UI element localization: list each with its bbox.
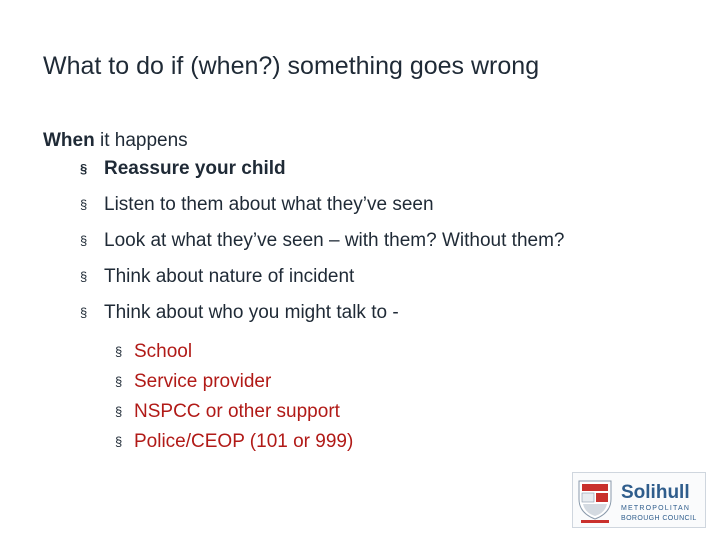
- council-crest-icon: [573, 473, 705, 527]
- bullet-list: [43, 157, 564, 325]
- sub-bullet-list: [43, 337, 564, 457]
- logo-name: Solihull: [621, 482, 690, 503]
- sub-bullet-text: NSPCC or other support: [134, 401, 340, 422]
- bullet-icon: §: [80, 233, 88, 248]
- bullet-icon: §: [115, 344, 123, 359]
- sub-list-item: [43, 367, 564, 397]
- bullet-icon: §: [115, 434, 123, 449]
- lead-line: [43, 130, 564, 152]
- sub-bullet-text: School: [134, 341, 193, 362]
- bullet-text: Listen to them about what they’ve seen: [104, 194, 434, 215]
- bullet-text: Look at what they’ve seen – with them? Without them?: [104, 230, 565, 251]
- slide-title: What to do if (when?) something goes wrong: [43, 52, 540, 80]
- logo-line2: BOROUGH COUNCIL: [621, 515, 697, 522]
- slide-body: [43, 130, 564, 457]
- list-item: [43, 265, 564, 289]
- bullet-icon: §: [80, 305, 88, 320]
- bullet-text: Think about who you might talk to -: [104, 302, 399, 323]
- bullet-icon: §: [115, 374, 123, 389]
- bullet-icon: §: [80, 197, 88, 212]
- bullet-icon: §: [80, 269, 88, 284]
- sub-list-item: [43, 397, 564, 427]
- list-item: [43, 229, 564, 253]
- council-logo: [572, 472, 706, 528]
- sub-bullet-text: Police/CEOP (101 or 999): [134, 431, 354, 452]
- bullet-icon: §: [80, 161, 88, 176]
- bullet-icon: §: [115, 404, 123, 419]
- sub-list-item: [43, 427, 564, 457]
- list-item: [43, 193, 564, 217]
- bullet-text: Reassure your child: [104, 158, 286, 179]
- bullet-text: Think about nature of incident: [104, 266, 355, 287]
- list-item: [43, 157, 564, 181]
- lead-rest: it happens: [94, 130, 188, 151]
- logo-line1: METROPOLITAN: [621, 505, 691, 512]
- sub-list-item: [43, 337, 564, 367]
- lead-bold: When: [43, 130, 95, 151]
- sub-bullet-text: Service provider: [134, 371, 272, 392]
- list-item: [43, 301, 564, 325]
